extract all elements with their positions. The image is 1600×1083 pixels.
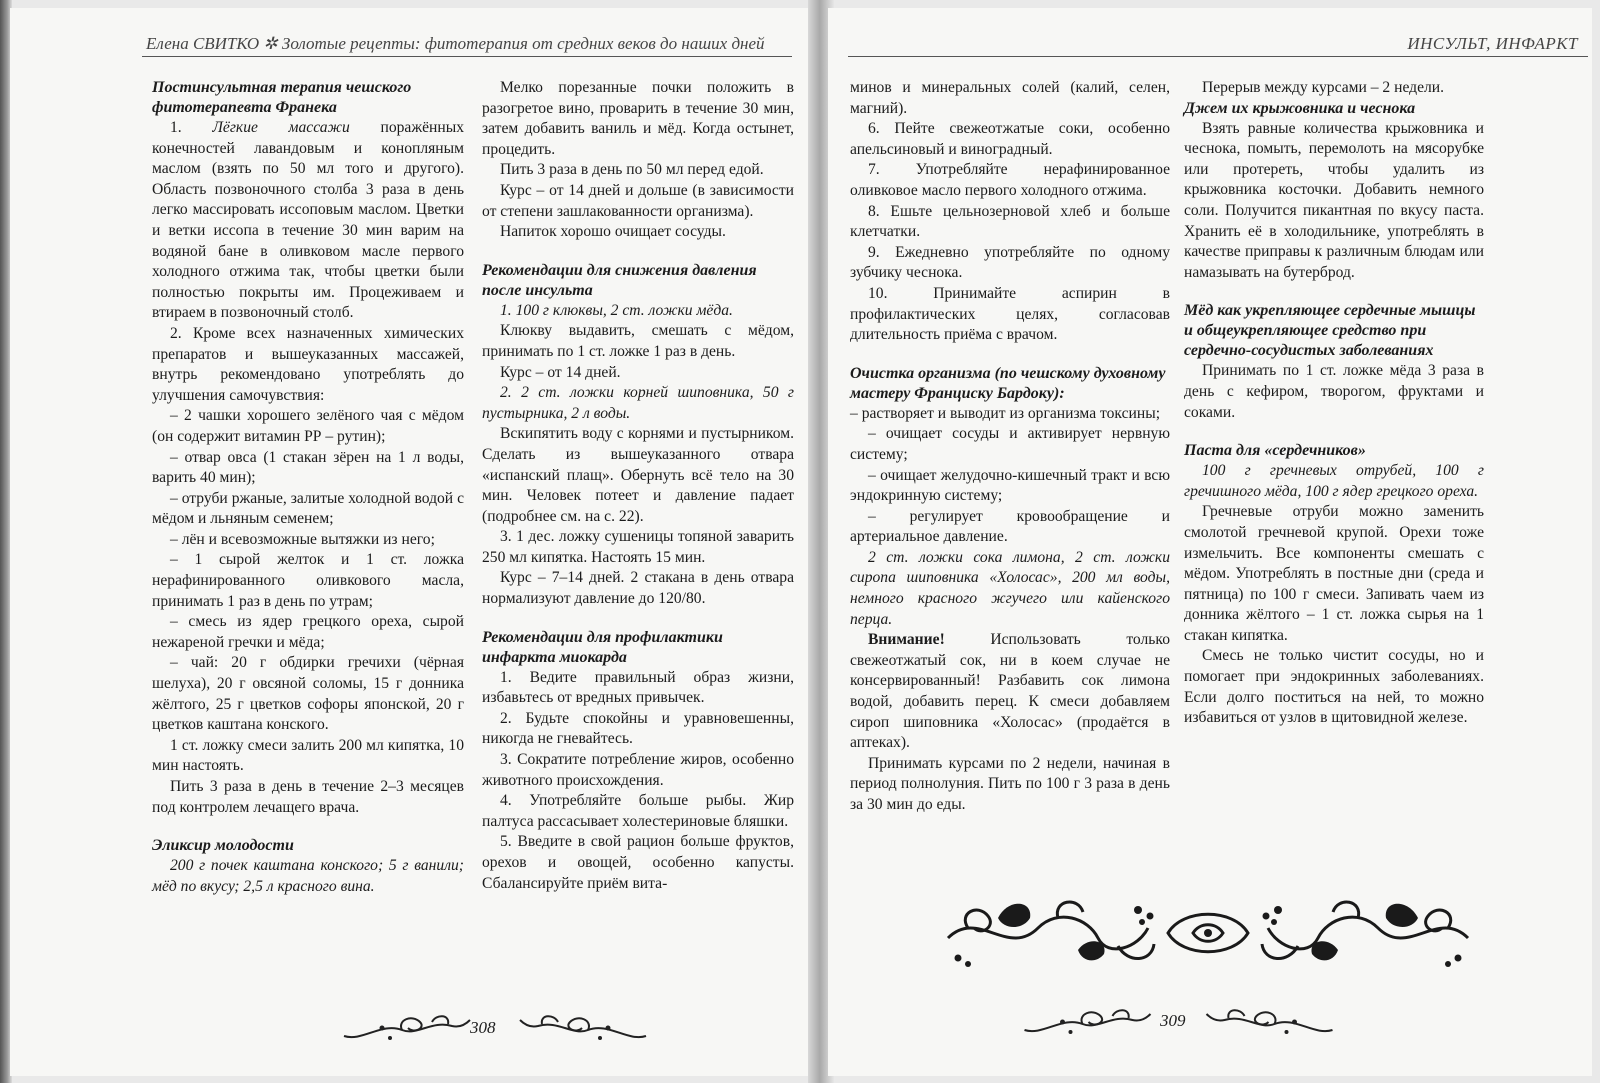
body-paragraph: 7. Употребляйте нерафинированное оливковое масло первого холодного отжима. (850, 161, 1170, 199)
body-paragraph: – очищает желудочно-кишечный тракт и всю эндокринную систему; (850, 466, 1170, 505)
section-heading: Очистка организма (по чешскому духовному мастеру Франциску Бардоку): (850, 364, 1166, 402)
emphasis-text: 1. 100 г клюквы, 2 ст. ложки мёда. (500, 301, 733, 319)
ingredients-paragraph: 2 ст. ложки сока лимона, 2 ст. ложки сиропа шиповника «Холосас», 200 мл воды, немного красного жгучего или кайенского перца. (850, 548, 1170, 628)
body-paragraph: минов и минеральных солей (калий, селен, магний). (850, 79, 1170, 117)
left-page (10, 8, 815, 1076)
body-paragraph: – растворяет и выводит из организма токсины; (850, 404, 1161, 422)
left-running-head: Елена СВИТКО ✲ Золотые рецепты: фитотерапия от средних веков до наших дней (146, 34, 765, 53)
section-heading: Рекомендации для снижения давления после инсульта (482, 261, 757, 299)
section-heading: Постинсультная терапия чешского фитотерапевта Франека (152, 79, 412, 116)
section-heading: Мёд как укрепляющее сердечные мышцы и общеукрепляющее средство при сердечно-сосудистых заболеваниях (1184, 302, 1476, 360)
right-column-2 (1184, 78, 1484, 729)
section-gap (482, 610, 794, 628)
body-paragraph: 10. Принимайте аспирин в профилактических целях, согласовав длительность приёма с врачом. (850, 284, 1170, 344)
body-paragraph: 2. Будьте спокойны и уравновешенны, никогда не гневайтесь. (482, 709, 794, 748)
body-paragraph: – регулирует кровообращение и артериальное давление. (850, 507, 1170, 546)
header-rule (848, 56, 1588, 57)
left-column-2 (482, 78, 794, 894)
emphasis-text: 2. 2 ст. ложки корней шиповника, 50 г пустырника, 2 л воды. (482, 384, 794, 422)
bold-text: Внимание! (868, 631, 945, 649)
body-paragraph: 3. 1 дес. ложку сушеницы топяной заварить 250 мл кипятка. Настоять 15 мин. (482, 528, 794, 566)
right-column-1 (850, 78, 1170, 816)
left-ornament-left (342, 1012, 472, 1046)
body-paragraph: – 1 сырой желток и 1 ст. ложка нерафинированного оливкового масла, принимать 1 раз в день по утрам; (152, 551, 464, 610)
body-paragraph: Курс – 7–14 дней. 2 стакана в день отвара нормализуют давление до 120/80. (482, 569, 794, 608)
body-paragraph: 9. Ежедневно употребляйте по одному зубчику чеснока. (850, 243, 1170, 282)
floral-ornament (938, 888, 1478, 978)
body-paragraph: Пить 3 раза в день по 50 мл перед едой. (500, 161, 764, 179)
left-column-1 (152, 78, 464, 897)
body-paragraph: – отруби ржаные, залитые холодной водой с мёдом и льняным семенем; (152, 489, 464, 528)
body-paragraph: – смесь из ядер грецкого ореха, сырой нежареной гречки и мёда; (152, 613, 464, 651)
body-paragraph: Курс – от 14 дней и дольше (в зависимости от степени зашлакованности организма). (482, 181, 794, 220)
body-paragraph: – отвар овса (1 стакан зёрен на 1 л воды, варить 40 мин); (152, 448, 464, 487)
body-paragraph: Напиток хорошо очищает сосуды. (500, 223, 726, 241)
body-paragraph: Клюкву выдавить, смешать с мёдом, принимать по 1 ст. ложке 1 раз в день. (482, 322, 794, 360)
section-gap (850, 346, 1170, 364)
body-paragraph: 1. Ведите правильный образ жизни, избавьтесь от вредных привычек. (482, 668, 794, 707)
section-heading: Эликсир молодости (152, 837, 294, 855)
header-rule (142, 56, 792, 57)
right-ornament-left (1020, 1006, 1155, 1040)
paragraph-text: поражённых конечностей лавандовым и конопляным маслом (взять по 50 мл того и другого). Область позвоночного столба 3 раза в день легко массировать иссоповым маслом. Цветки и ветки иссопа в течение 30 мин варим на водяной бане в оливковом масле первого холодного отжима так, чтобы цветки были полностью покрыты им. Процеживаем и втираем в позвоночный столб. (152, 119, 465, 322)
body-paragraph: 6. Пейте свежеотжатые соки, особенно апельсиновый и виноградный. (850, 120, 1170, 158)
body-paragraph: Взять равные количества крыжовника и чеснока, помыть, перемолоть на мясорубке или протереть, чтобы удалить из крыжовника косточки. Добавить немного соли. Получится пикантная по вкусу паста. Хранить её в холодильнике, употреблять в качестве приправы к различным блюдам или намазывать на бутерброд. (1184, 119, 1484, 281)
section-heading: Паста для «сердечников» (1184, 442, 1366, 460)
ingredients-paragraph: 100 г гречневых отрубей, 100 г гречишного мёда, 100 г ядер грецкого ореха. (1184, 462, 1484, 500)
body-paragraph: – очищает сосуды и активирует нервную систему; (850, 425, 1170, 463)
body-paragraph: Мелко порезанные почки положить в разогретое вино, проварить в течение 30 мин, затем добавить ваниль и мёд. Когда остынет, процедить. (482, 79, 794, 158)
body-paragraph: Принимать курсами по 2 недели, начиная в период полнолуния. Пить по 100 г 3 раза в день за 30 мин до еды. (850, 754, 1170, 813)
section-gap (1184, 423, 1484, 441)
body-paragraph (850, 630, 1170, 754)
right-ornament-right (1202, 1006, 1337, 1040)
paragraph-text: Использовать только свежеотжатый сок, ни в коем случае не консервированный! Разбавить сок лимона водой, добавить перец. К смеси добавляем сироп шиповника «Холосас» (продаётся в аптеках). (850, 631, 1170, 752)
body-paragraph: 3. Сократите потребление жиров, особенно животного происхождения. (482, 751, 794, 789)
body-paragraph: – чай: 20 г обдирки гречихи (чёрная шелуха), 20 г овсяной соломы, 15 г донника жёлтого, 25 г цветков софоры японской, 20 г цветков каштана конского. (152, 654, 464, 734)
section-heading: Джем их крыжовника и чеснока (1184, 99, 1416, 117)
paragraph-lead: 1. (170, 119, 213, 136)
body-paragraph: Вскипятить воду с корнями и пустырником. Сделать из вышеуказанного отвара «испанский плащ». Обернуть всё тело на 30 мин. Человек потеет и давление падает (подробнее см. на с. 22). (482, 425, 794, 525)
emphasis-text: Лёгкие массажи (212, 119, 350, 136)
body-paragraph: 2. Кроме всех назначенных химических препаратов и вышеуказанных массажей, внутрь рекомендовано употреблять до улучшения самочувствия: (152, 324, 464, 404)
body-paragraph (152, 118, 464, 324)
body-paragraph: Пить 3 раза в день в течение 2–3 месяцев под контролем лечащего врача. (152, 778, 464, 816)
body-paragraph: Гречневые отруби можно заменить смолотой гречневой крупой. Орехи тоже измельчить. Все компоненты смешать с мёдом. Употреблять в постные дни (среда и пятница) по 100 г смеси. Запивать чаем из донника жёлтого – 1 ст. ложка сырья на 1 стакан кипятка. (1184, 503, 1484, 644)
section-heading: Рекомендации для профилактики инфаркта миокарда (482, 628, 723, 666)
body-paragraph: Принимать по 1 ст. ложке мёда 3 раза в день с кефиром, творогом, фруктами и соками. (1184, 362, 1484, 421)
body-paragraph: 4. Употребляйте больше рыбы. Жир палтуса рассасывает холестериновые бляшки. (482, 792, 794, 830)
body-paragraph: Смесь не только чистит сосуды, но и помогает при эндокринных заболеваниях. Если долго поститься на ней, то можно избавиться от узлов в щитовидной железе. (1184, 647, 1484, 727)
body-paragraph: 1 ст. ложку смеси залить 200 мл кипятка, 10 мин настоять. (152, 736, 464, 775)
section-gap (482, 243, 794, 261)
body-paragraph: – лён и всевозможные вытяжки из него; (170, 530, 435, 548)
body-paragraph: Перерыв между курсами – 2 недели. (1202, 79, 1445, 96)
body-paragraph: 5. Введите в свой рацион больше фруктов, орехов и овощей, особенно капусты. Сбалансируйте приём вита- (482, 833, 794, 892)
body-paragraph (482, 383, 794, 424)
body-paragraph: 8. Ешьте цельнозерновой хлеб и больше клетчатки. (850, 202, 1170, 241)
body-paragraph: Курс – от 14 дней. (500, 363, 621, 381)
right-page (828, 8, 1592, 1076)
section-gap (1184, 283, 1484, 301)
right-page-number: 309 (1160, 1011, 1186, 1030)
left-ornament-right (518, 1012, 648, 1046)
ingredients-paragraph: 200 г почек каштана конского; 5 г ванили; мёд по вкусу; 2,5 л красного вина. (152, 857, 464, 895)
body-paragraph: – 2 чашки хорошего зелёного чая с мёдом (он содержит витамин РР – рутин); (152, 407, 464, 445)
body-paragraph (482, 301, 794, 322)
right-running-head: ИНСУЛЬТ, ИНФАРКТ (1407, 34, 1578, 53)
left-page-number: 308 (470, 1018, 496, 1037)
section-gap (152, 818, 464, 836)
